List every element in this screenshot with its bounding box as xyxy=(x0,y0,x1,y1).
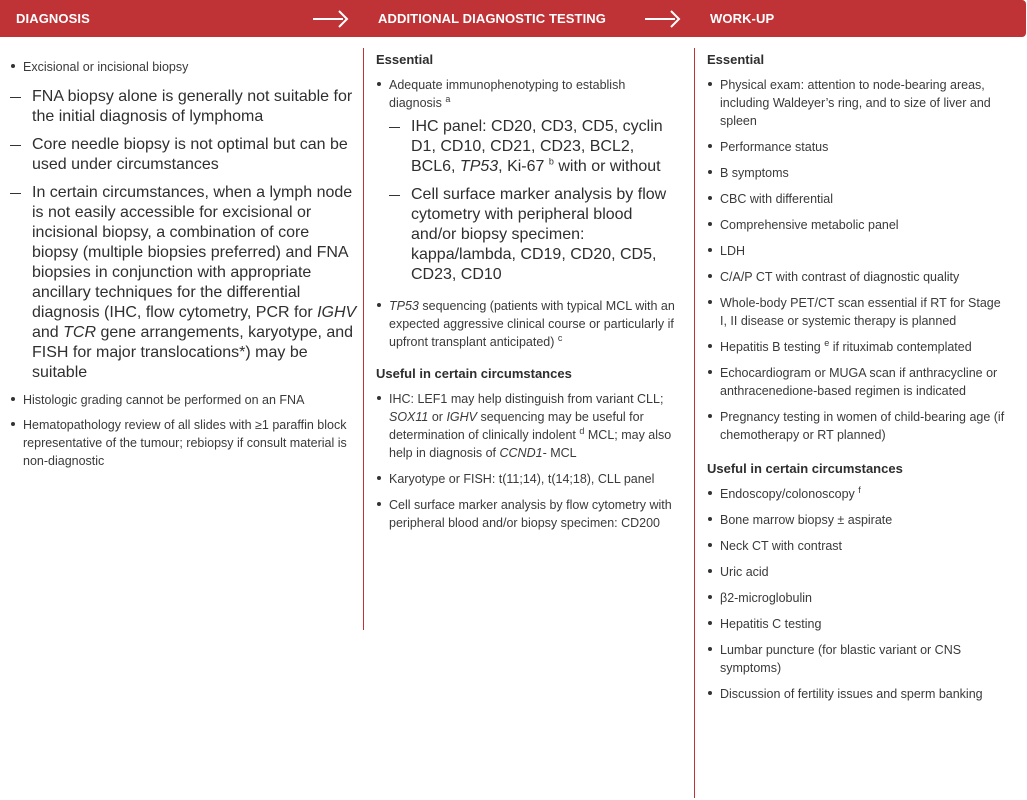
list-item: IHC: LEF1 may help distinguish from variant CLL; SOX11 or IGHV sequencing may be useful for determination of clinically indolent $^d$ MCL; may also help in diagnosis of CCND1- MCL xyxy=(376,390,676,462)
list-item: Echocardiogram or MUGA scan if anthracycline or anthracenedione-based regimen is indicated xyxy=(707,364,1007,400)
list-item: Whole-body PET/CT scan essential if RT for Stage I, II disease or systemic therapy is planned xyxy=(707,294,1007,330)
column-divider xyxy=(363,48,364,630)
additional-testing-column xyxy=(376,37,676,532)
list-item: Discussion of fertility issues and sperm banking xyxy=(707,685,1007,703)
arrow-right-icon xyxy=(313,9,350,29)
list-item: Comprehensive metabolic panel xyxy=(707,216,1007,234)
arrow-right-icon xyxy=(645,9,682,29)
list-item: In certain circumstances, when a lymph node is not easily accessible for excisional or incisional biopsy, a combination of core biopsy (multiple biopsies preferred) and FNA biopsies in conjunction with appropriate ancillary techniques for the differential diagnosis (IHC, flow cytometry, PCR for IGHV and TCR gene arrangements, karyotype, and FISH for major translocations*) may be suitable xyxy=(10,183,357,383)
additional-testing-heading: ADDITIONAL DIAGNOSTIC TESTING xyxy=(378,11,606,26)
list-item: Performance status xyxy=(707,138,1007,156)
workup-column xyxy=(707,37,1007,703)
list-item: Hepatitis C testing xyxy=(707,615,1007,633)
list-item: LDH xyxy=(707,242,1007,260)
list-item: C/A/P CT with contrast of diagnostic quality xyxy=(707,268,1007,286)
list-item: Bone marrow biopsy ± aspirate xyxy=(707,511,1007,529)
list-item: Uric acid xyxy=(707,563,1007,581)
essential-heading: Essential xyxy=(376,52,434,67)
list-item: IHC panel: CD20, CD3, CD5, cyclin D1, CD10, CD21, CD23, BCL2, BCL6, TP53, Ki-67 $^b$ with or without xyxy=(389,117,676,177)
diagnosis-column xyxy=(10,37,357,470)
header-bar xyxy=(0,0,1026,37)
diagnosis-heading: DIAGNOSIS xyxy=(16,11,90,26)
list-item: Core needle biopsy is not optimal but can be used under circumstances xyxy=(10,135,357,175)
list-item: FNA biopsy alone is generally not suitable for the initial diagnosis of lymphoma xyxy=(10,87,357,127)
list-item: Cell surface marker analysis by flow cytometry with peripheral blood and/or biopsy specimen: CD200 xyxy=(376,496,676,532)
list-item: Physical exam: attention to node-bearing areas, including Waldeyer’s ring, and to size of liver and spleen xyxy=(707,76,1007,130)
essential-heading: Essential xyxy=(707,52,765,67)
workup-heading: WORK-UP xyxy=(710,11,775,26)
list-item: Endoscopy/colonoscopy $^f$ xyxy=(707,485,1007,503)
list-item: Hematopathology review of all slides with ≥1 paraffin block representative of the tumour; rebiopsy if consult material is non-diagnostic xyxy=(10,416,357,470)
useful-heading: Useful in certain circumstances xyxy=(376,366,572,381)
list-item: Pregnancy testing in women of child-bearing age (if chemotherapy or RT planned) xyxy=(707,408,1007,444)
list-item: Karyotype or FISH: t(11;14), t(14;18), CLL panel xyxy=(376,470,676,488)
list-item: CBC with differential xyxy=(707,190,1007,208)
list-item: Neck CT with contrast xyxy=(707,537,1007,555)
useful-heading: Useful in certain circumstances xyxy=(707,461,903,476)
list-item: Excisional or incisional biopsy xyxy=(10,58,357,76)
list-item: B symptoms xyxy=(707,164,1007,182)
list-item: Hepatitis B testing $^e$ if rituximab contemplated xyxy=(707,338,1007,356)
list-item: Adequate immunophenotyping to establish diagnosis $^a$ xyxy=(376,76,676,112)
list-item: Lumbar puncture (for blastic variant or CNS symptoms) xyxy=(707,641,1007,677)
list-item: β2-microglobulin xyxy=(707,589,1007,607)
list-item: Cell surface marker analysis by flow cytometry with peripheral blood and/or biopsy specimen: kappa/lambda, CD19, CD20, CD5, CD23, CD10 xyxy=(389,185,676,285)
list-item: TP53 sequencing (patients with typical MCL with an expected aggressive clinical course or particularly if upfront transplant anticipated) $^c$ xyxy=(376,297,676,351)
list-item: Histologic grading cannot be performed on an FNA xyxy=(10,391,357,409)
column-divider xyxy=(694,48,695,798)
